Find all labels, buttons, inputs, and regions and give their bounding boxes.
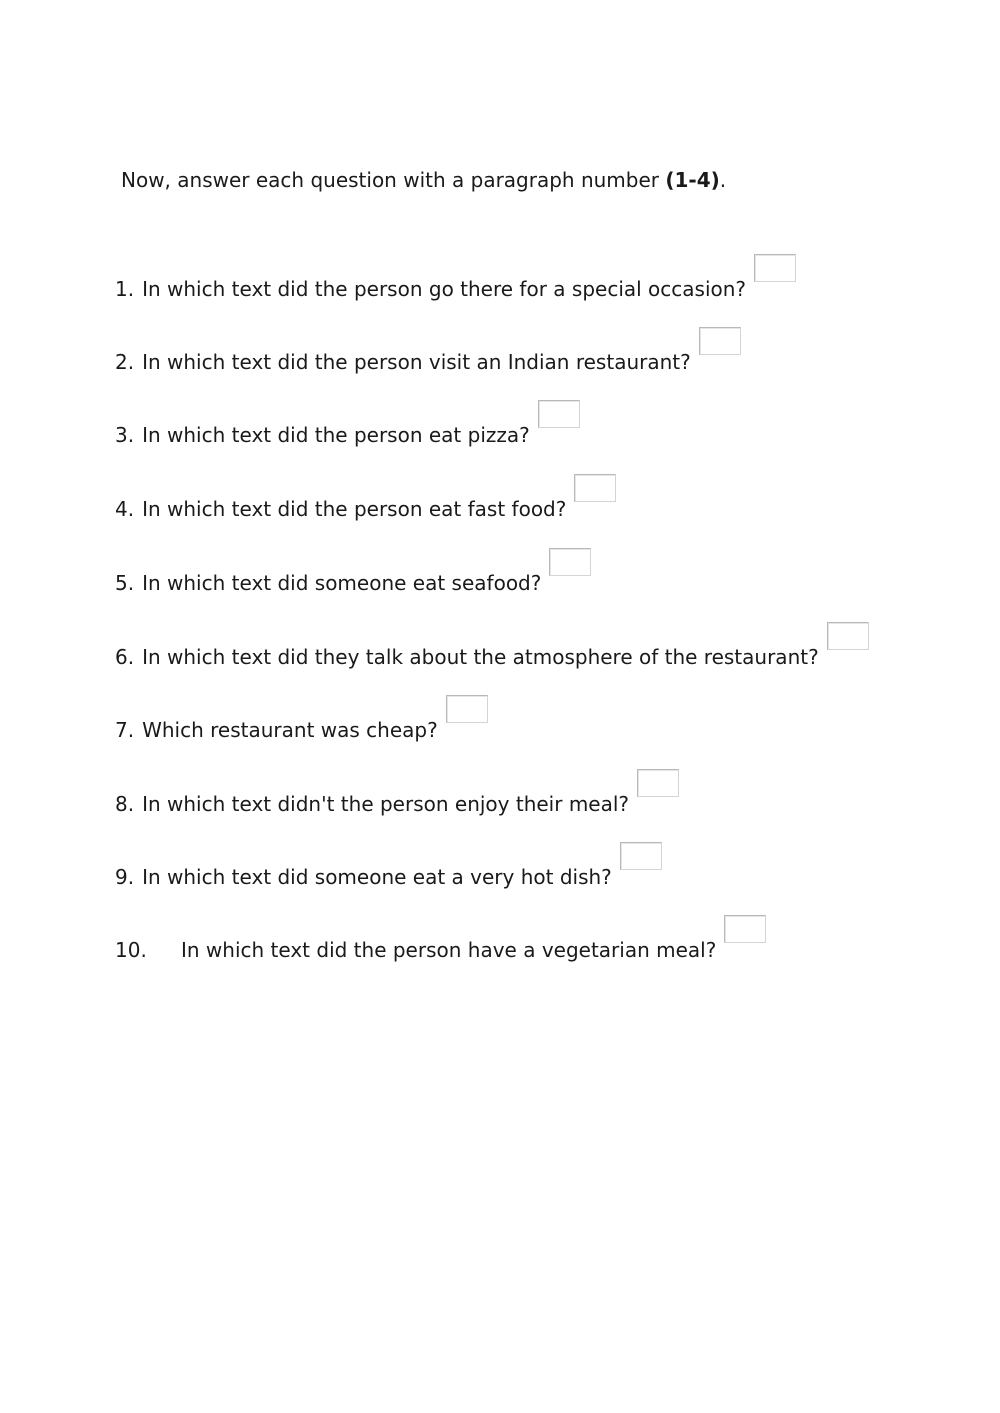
answer-input-1[interactable] xyxy=(754,254,796,282)
question-1 xyxy=(115,275,796,303)
question-number: 1. xyxy=(115,277,135,301)
question-number: 8. xyxy=(115,792,135,816)
question-4 xyxy=(115,495,616,523)
instruction-text xyxy=(121,166,726,194)
question-number: 2. xyxy=(115,350,135,374)
answer-input-3[interactable] xyxy=(538,400,580,428)
question-text: In which text did someone eat a very hot dish? xyxy=(142,865,612,889)
answer-input-8[interactable] xyxy=(637,769,679,797)
question-2 xyxy=(115,348,741,376)
answer-input-6[interactable] xyxy=(827,622,869,650)
question-number: 9. xyxy=(115,865,135,889)
question-text: In which text did the person go there for a special occasion? xyxy=(142,277,747,301)
question-5 xyxy=(115,569,591,597)
question-7 xyxy=(115,716,488,744)
answer-input-7[interactable] xyxy=(446,695,488,723)
question-text: In which text did someone eat seafood? xyxy=(142,571,542,595)
question-number: 10. xyxy=(115,938,147,962)
instruction-suffix: . xyxy=(719,168,727,192)
question-number: 6. xyxy=(115,645,135,669)
question-text: In which text didn't the person enjoy their meal? xyxy=(142,792,630,816)
answer-input-5[interactable] xyxy=(549,548,591,576)
answer-input-4[interactable] xyxy=(574,474,616,502)
question-number: 7. xyxy=(115,718,135,742)
question-text: In which text did they talk about the atmosphere of the restaurant? xyxy=(142,645,819,669)
question-9 xyxy=(115,863,662,891)
instruction-range: (1-4) xyxy=(665,168,720,192)
question-text: In which text did the person eat fast food? xyxy=(142,497,567,521)
answer-input-10[interactable] xyxy=(724,915,766,943)
question-number: 3. xyxy=(115,423,135,447)
question-3 xyxy=(115,421,580,449)
question-text: Which restaurant was cheap? xyxy=(142,718,438,742)
question-6 xyxy=(115,643,869,671)
answer-input-9[interactable] xyxy=(620,842,662,870)
instruction-prefix: Now, answer each question with a paragraph number xyxy=(121,168,666,192)
question-number: 4. xyxy=(115,497,135,521)
question-text: In which text did the person eat pizza? xyxy=(142,423,530,447)
question-text: In which text did the person have a vegetarian meal? xyxy=(181,938,717,962)
question-number: 5. xyxy=(115,571,135,595)
question-10 xyxy=(115,936,766,964)
answer-input-2[interactable] xyxy=(699,327,741,355)
question-8 xyxy=(115,790,679,818)
question-text: In which text did the person visit an Indian restaurant? xyxy=(142,350,691,374)
